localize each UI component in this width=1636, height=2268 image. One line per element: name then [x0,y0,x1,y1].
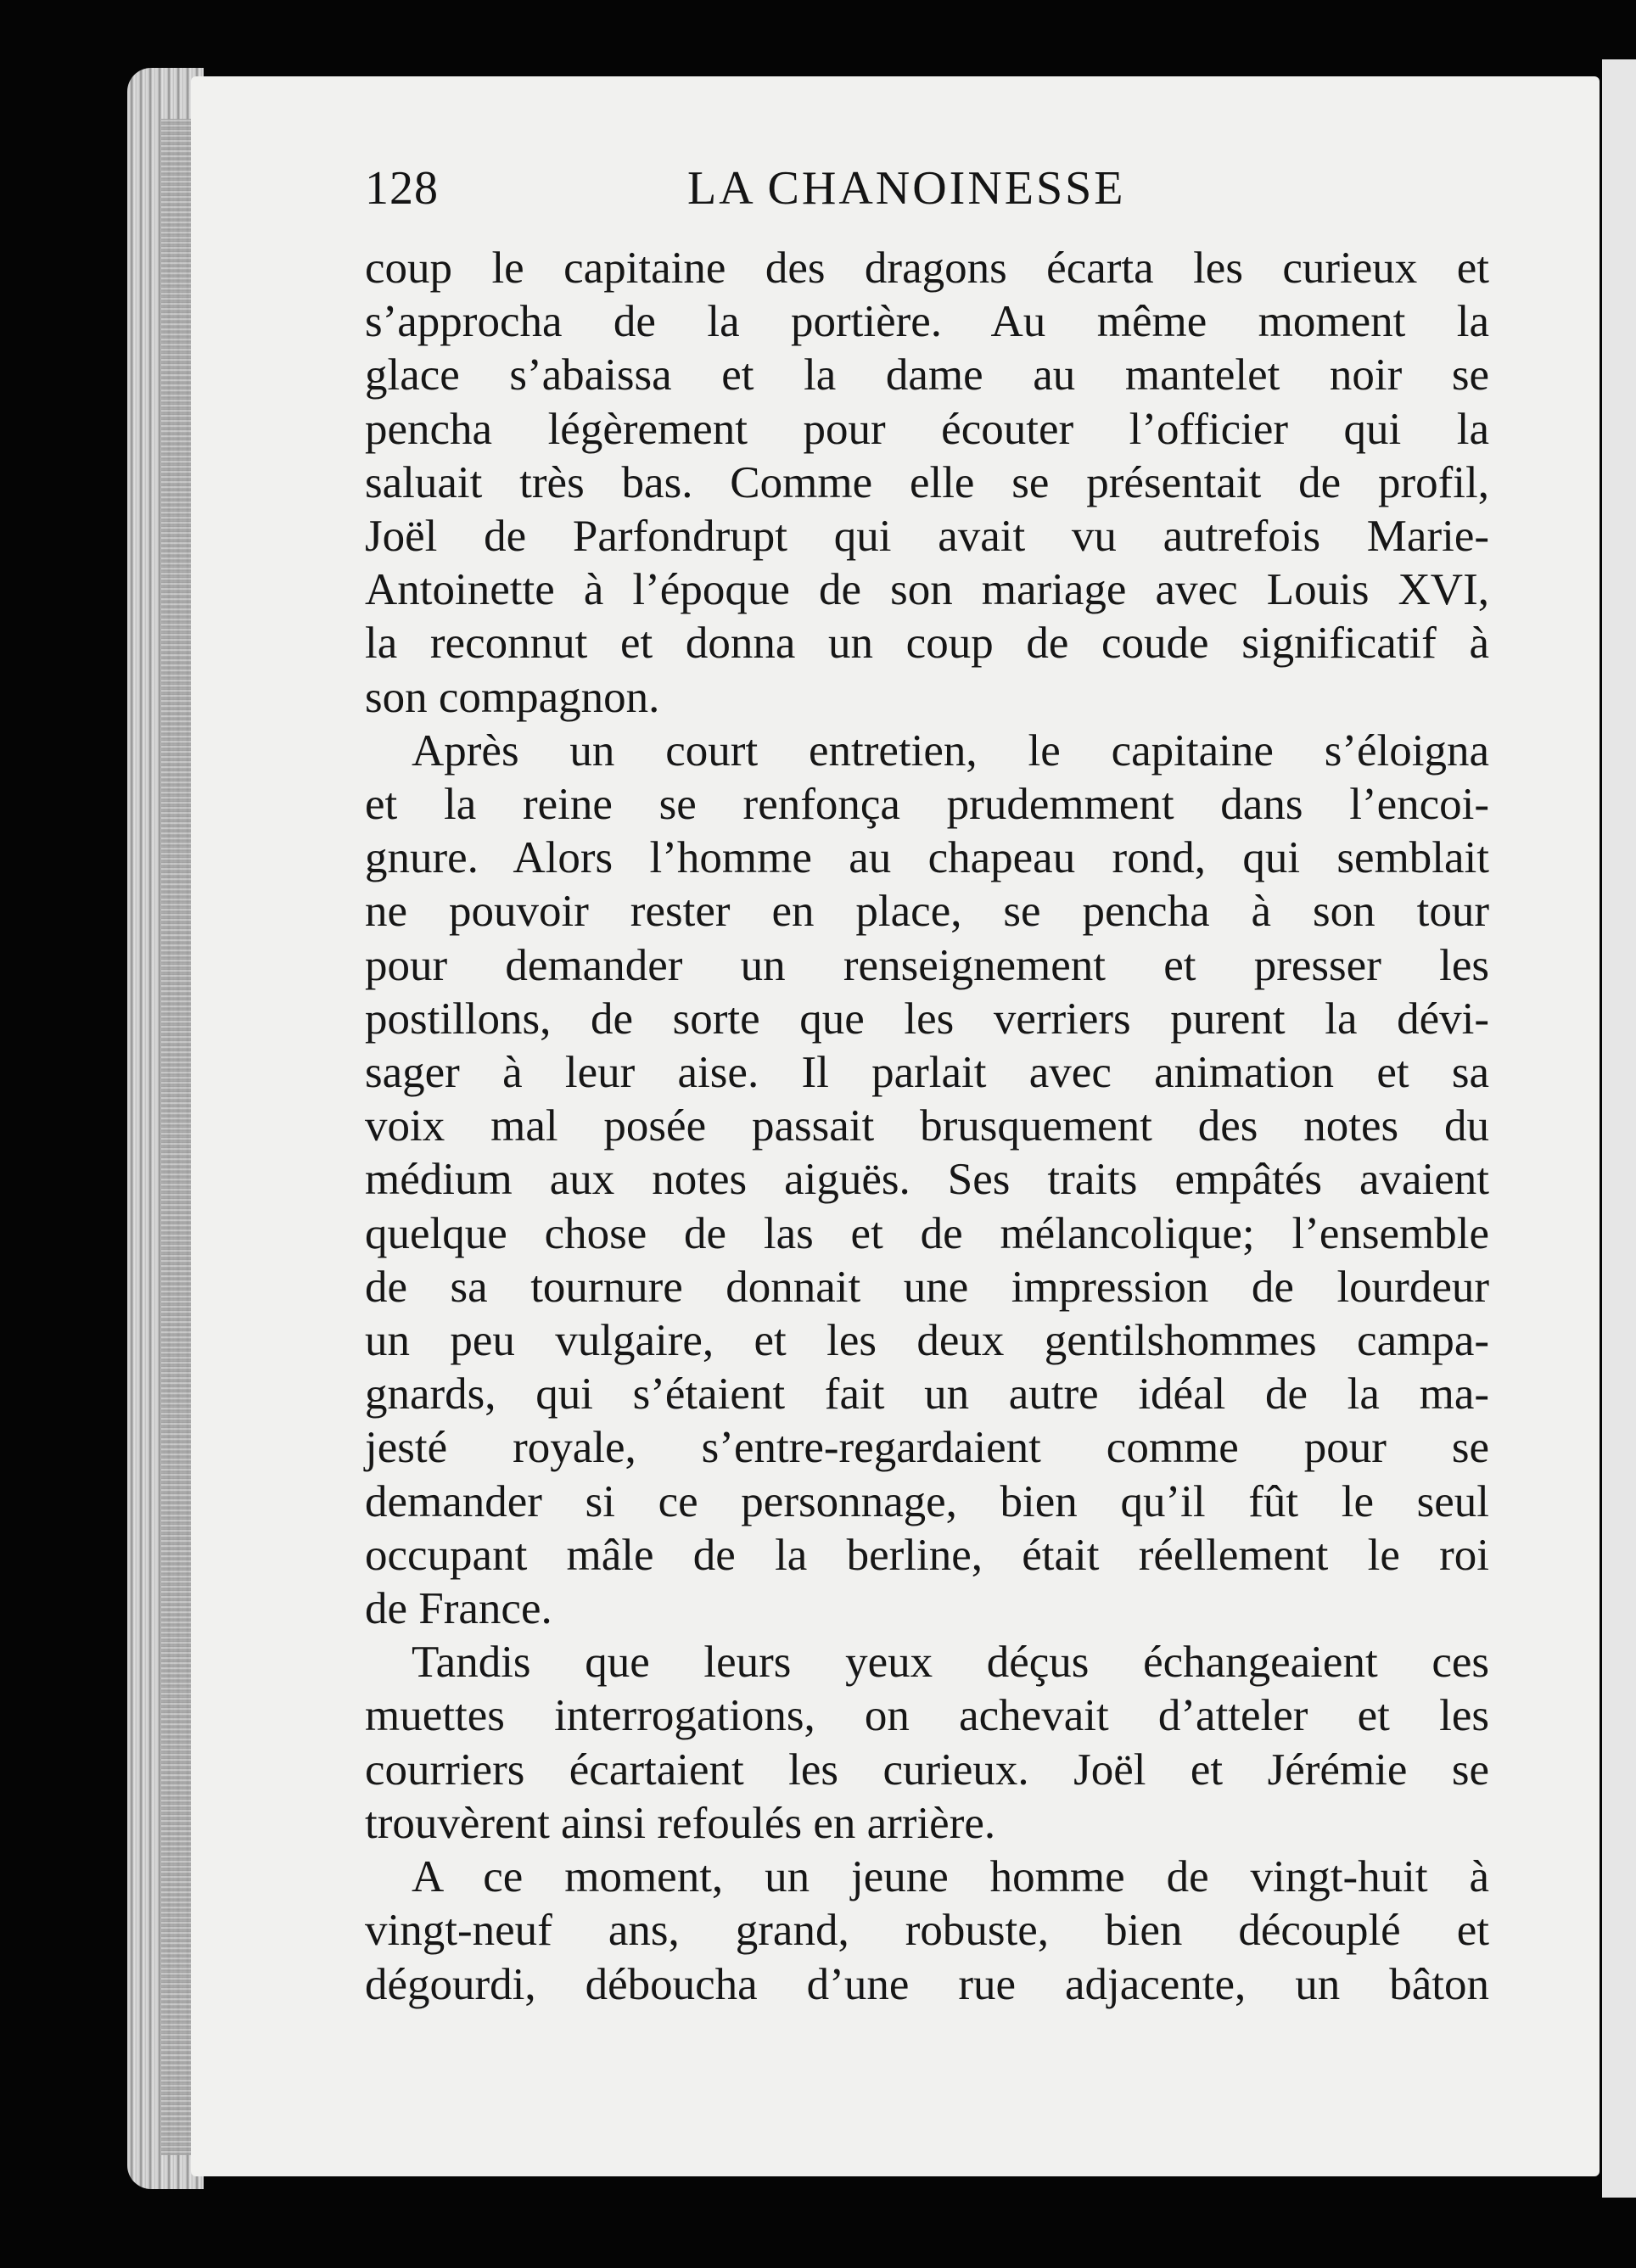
text-line: saluait très bas. Comme elle se présentait de profil, [365,457,1489,507]
page-number: 128 [365,162,439,215]
text-line: quelque chose de las et de mélancolique; l’ensemble [365,1208,1489,1258]
next-page-edge [1602,59,1636,2198]
text-line: sager à leur aise. Il parlait avec animation et sa [365,1048,1489,1098]
text-line: s’approcha de la portière. Au même moment la [365,297,1489,347]
text-line: Joël de Parfondrupt qui avait vu autrefois Marie- [365,512,1489,562]
text-line: Après un court entretien, le capitaine s’éloigna [412,725,1489,776]
text-line: A ce moment, un jeune homme de vingt-huit à [412,1852,1489,1902]
text-line: vingt-neuf ans, grand, robuste, bien découplé et [365,1906,1489,1956]
text-line: la reconnut et donna un coup de coude significatif à [365,619,1489,669]
text-line: coup le capitaine des dragons écarta les curieux et [365,244,1489,293]
text-line: de France. [365,1584,552,1634]
text-line: son compagnon. [365,672,660,722]
text-line: demander si ce personnage, bien qu’il fût le seul [365,1476,1489,1526]
text-line: un peu vulgaire, et les deux gentilshommes campa- [365,1316,1489,1366]
text-line: pencha légèrement pour écouter l’officier qui la [365,404,1489,454]
text-line: pour demander un renseignement et presser les [365,940,1489,990]
text-line: gnards, qui s’étaient fait un autre idéal de la ma- [365,1369,1489,1420]
text-line: dégourdi, déboucha d’une rue adjacente, un bâton [365,1959,1489,2009]
text-line: voix mal posée passait brusquement des notes du [365,1101,1489,1151]
book-binding-shadow [161,119,195,2155]
text-line: médium aux notes aiguës. Ses traits empâtés avaient [365,1155,1489,1205]
text-line: Tandis que leurs yeux déçus échangeaient ces [412,1638,1489,1688]
paragraph-3 [365,1636,1489,1851]
text-line: glace s’abaissa et la dame au mantelet noir se [365,350,1489,400]
text-line: postillons, de sorte que les verriers purent la dévi- [365,994,1489,1044]
paragraph-1 [365,242,1489,725]
text-line: muettes interrogations, on achevait d’atteler et les [365,1691,1489,1741]
text-line: trouvèrent ainsi refoulés en arrière. [365,1798,996,1848]
text-line: occupant mâle de la berline, était réellement le roi [365,1530,1489,1580]
body-text [365,242,1489,2012]
text-line: gnure. Alors l’homme au chapeau rond, qui semblait [365,833,1489,883]
running-head [365,161,1502,221]
running-title: LA CHANOINESSE [687,162,1126,215]
text-line: et la reine se renfonça prudemment dans l’encoi- [365,780,1489,830]
text-line: jesté royale, s’entre-regardaient comme pour se [365,1423,1489,1473]
text-line: de sa tournure donnait une impression de lourdeur [365,1262,1489,1312]
paragraph-2 [365,725,1489,1636]
paragraph-4 [365,1851,1489,2012]
text-line: courriers écartaient les curieux. Joël et Jérémie se [365,1744,1489,1795]
text-line: Antoinette à l’époque de son mariage avec Louis XVI, [365,565,1489,615]
text-line: ne pouvoir rester en place, se pencha à son tour [365,887,1489,937]
